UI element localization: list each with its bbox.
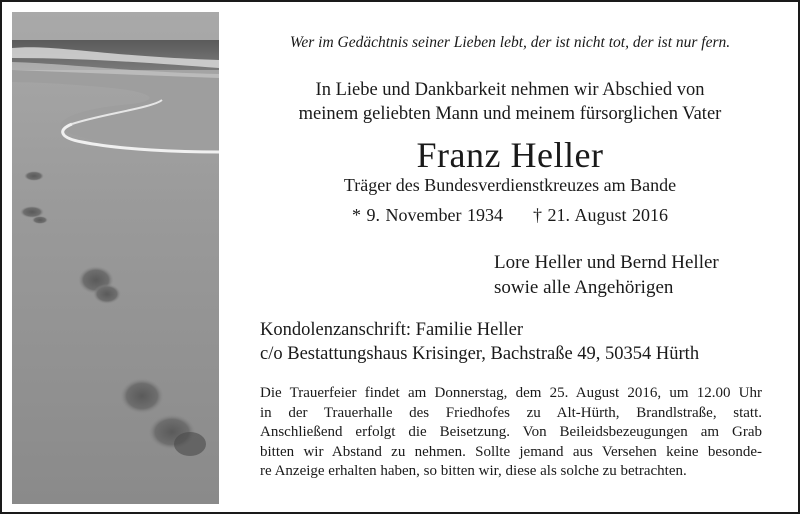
motto-quote: Wer im Gedächtnis seiner Lieben lebt, der ist nicht tot, der ist nur fern. — [289, 34, 731, 51]
birth-date: * 9. November 1934 — [352, 205, 503, 225]
family-line: sowie alle Angehörigen — [494, 277, 674, 298]
family-line: Lore Heller und Bernd Heller — [494, 252, 719, 273]
address-line: Kondolenzanschrift: Familie Heller — [260, 320, 524, 340]
life-dates — [232, 205, 788, 226]
notice-line: re Anzeige erhalten haben, so bitten wir, diese als solche zu betrachten. — [260, 463, 687, 479]
death-date: † 21. August 2016 — [532, 205, 668, 225]
notice-line: bitten wir Abstand zu nehmen. Sollte jemand aus Versehen keine besonde- — [260, 443, 762, 460]
notice-line: Anschließend erfolgt die Beisetzung. Von Beileidsbezeugungen am Grab — [260, 424, 762, 440]
intro-text — [232, 78, 788, 126]
beach-footprints-photo — [12, 12, 219, 504]
notice-line: Die Trauerfeier findet am Donnerstag, dem 25. August 2016, um 12.00 Uhr — [260, 385, 762, 401]
notice-line: in der Trauerhalle des Friedhofes zu Alt-Hürth, Brandlstraße, statt. — [260, 404, 762, 421]
intro-line: In Liebe und Dankbarkeit nehmen wir Abschied von — [315, 80, 705, 100]
condolence-address — [260, 318, 699, 366]
address-line: c/o Bestattungshaus Krisinger, Bachstraße 49, 50354 Hürth — [260, 344, 700, 364]
deceased-name: Franz Heller — [416, 135, 604, 175]
funeral-notice — [260, 384, 762, 482]
family-signature — [494, 250, 719, 300]
deceased-honor: Träger des Bundesverdienstkreuzes am Bande — [343, 175, 677, 195]
intro-line: meinem geliebten Mann und meinem fürsorglichen Vater — [298, 104, 722, 124]
obituary-text — [232, 2, 788, 512]
